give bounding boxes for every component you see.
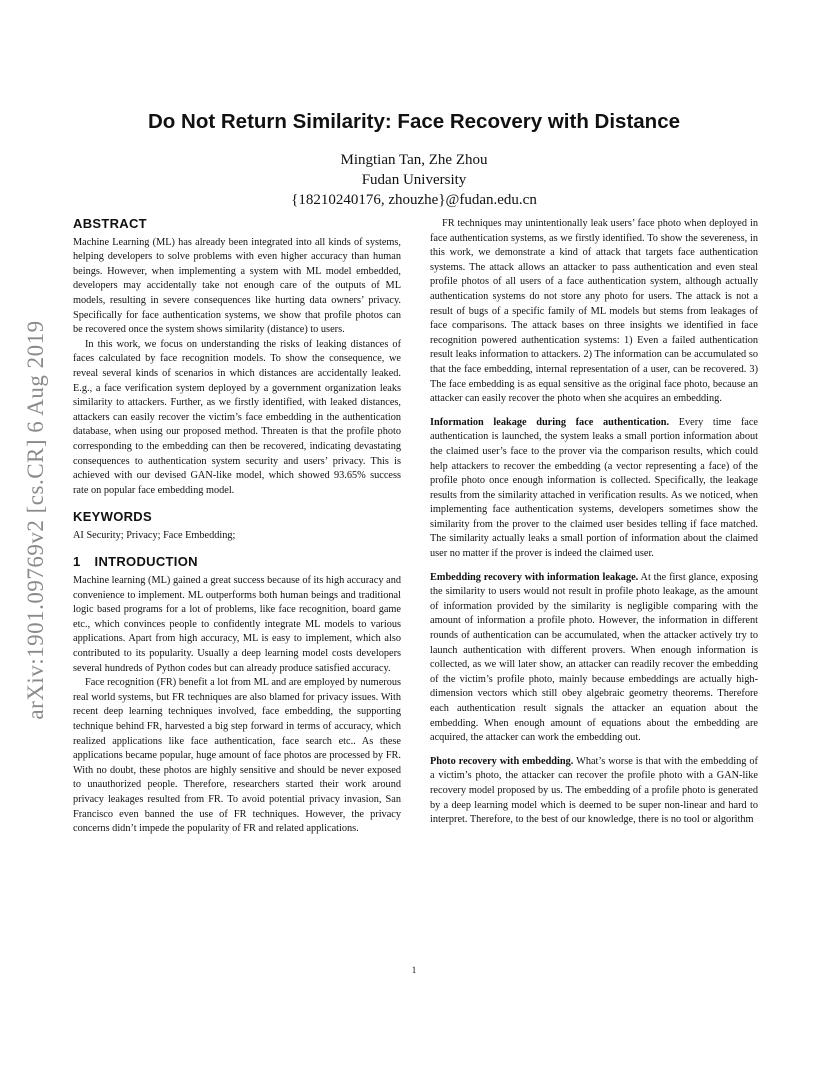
photo-recovery-text: What’s worse is that with the embedding of a victim’s photo, the attacker can recover the profile photo with a GAN-like recovery model proposed by us. The embedding of a profile photo is generated by a deep learning model which is deemed to be super non-linear and hard to interpret. Therefore, to the best of our knowledge, there is no tool or algorithm xyxy=(430,755,758,826)
section-number: 1 xyxy=(73,554,81,570)
embedding-recovery-title: Embedding recovery with information leakage. xyxy=(430,571,639,583)
info-leakage-title: Information leakage during face authentication. xyxy=(430,416,670,428)
intro-paragraph-3: FR techniques may unintentionally leak users’ face photo when deployed in face authentication systems, as we firstly identified. To show the severeness, in this work, we demonstrate a kind of attack that targets face authentication systems. The attack allows an attacker to pass authentication and even steal profile photos of all users of a face authentication system, although actually authentication systems do not store any photo for users. The attack is not a result of bugs of a specific family of ML models but stems from leakages of face comparisons. The attack bases on three insights we identified in face recognition powered authentication systems: 1) Even a failed authentication result leaks information to attackers. 2) The information can be accumulated so that the face embedding, internal representation of a user, can be recovered. 3) The face embedding is as equal sensitive as the original face photo, because an attacker can easily recover the photo when she acquires an embedding. xyxy=(430,218,758,405)
info-leakage-text: Every time face authentication is launched, the system leaks a small portion information about the claimed user’s face to the prover via the comparison results, which could help attackers to recover the embedding (a vector representing a face) of the profile photo once enough information is collected. Specifically, the leakage results from the similarity attached in verification results. As we noticed, when implementing face authentication systems, developers sometimes show the similarity from the prover to the claimed user besides telling if face matched. The similarity actually leaks a small portion of information about the claimed user no matter if the prover is indeed the claimed user. xyxy=(430,416,759,560)
abstract-paragraph-1: Machine Learning (ML) has already been integrated into all kinds of systems, helping developers to solve problems with even higher accuracy than human beings. However, when implementing a system with ML model embedded, developers may accidentally take not enough care of the outputs of ML models, resulting in severe consequences like hurting data owners’ privacy. Specifically for face authentication systems, we show that profile photos can be recovered once the system shows similarity (distance) to users. xyxy=(73,236,401,336)
author-block xyxy=(0,150,828,210)
page-number: 1 xyxy=(411,965,417,975)
photo-recovery-paragraph xyxy=(430,755,758,828)
abstract-heading: ABSTRACT xyxy=(73,216,147,231)
introduction-heading xyxy=(73,555,401,570)
intro-paragraph-1: Machine learning (ML) gained a great success because of its high accuracy and convenience to implement. ML outperforms both human beings and traditional logic based programs for a lot of problems, like face recognition, board game etc., which convinces people to confidently integrate ML models to various applications. Apart from high accuracy, ML is easy to implement, which also contributed to its popularity. Usually a deep learning model costs developers several hundreds of Python codes but can already produce satisfied accuracy. xyxy=(73,575,401,674)
abstract-paragraph-2: In this work, we focus on understanding the risks of leaking distances of faces calculated by face recognition models. To show the consequence, we reveal several kinds of scenarios in which distances are accidentally leaked. E.g., a face verification system deployed by a government organization leaks similarity to attackers. Further, as we firstly identified, with leaked distances, attackers can easily recover the victim’s face embedding in the authentication database, when using our proposed method. Threaten is that the profile photo corresponding to the embedding can then be recovered, indicating devastating consequences to authentication system security and users’ privacy. This is achieved with our devised GAN-like model, which showed 93.65% success rate on popular face embedding model. xyxy=(73,338,401,496)
paper-title: Do Not Return Similarity: Face Recovery with Distance xyxy=(148,110,680,133)
keywords-text: AI Security; Privacy; Face Embedding; xyxy=(73,529,236,541)
left-column xyxy=(73,217,401,837)
intro-paragraph-2: Face recognition (FR) benefit a lot from ML and are employed by numerous real world systems, but FR techniques are also blamed for privacy issues. With recent deep learning techniques involved, face embedding, the supporting technique behind FR, harvested a big step forward in terms of accuracy, which realized applications like face authentication, face search etc.. As these applications became popular, huge amount of face photos are processed by FR. With no doubt, these photos are highly sensitive and should be never exposed to unauthorized people. Therefore, researchers started their work around privacy leakages resulted from FR. To avoid potential privacy invasion, San Francisco even banned the use of FR techniques. However, the privacy concerns didn’t impede the popularity of FR and related applications. xyxy=(73,677,401,835)
section-title: INTRODUCTION xyxy=(94,554,198,570)
author-affiliation: Fudan University xyxy=(361,172,467,188)
keywords-heading: KEYWORDS xyxy=(73,509,152,525)
author-email[interactable]: {18210240176, zhouzhe}@fudan.edu.cn xyxy=(291,192,537,208)
photo-recovery-title: Photo recovery with embedding. xyxy=(430,755,574,767)
arxiv-identifier[interactable]: arXiv:1901.09769v2 [cs.CR] 6 Aug 2019 xyxy=(23,320,48,720)
embedding-recovery-paragraph xyxy=(430,571,758,746)
author-names: Mingtian Tan, Zhe Zhou xyxy=(340,152,488,168)
info-leakage-paragraph xyxy=(430,416,758,562)
embedding-recovery-text: At the first glance, exposing the similarity to users would not result in profile photo leakage, as the amount of information provided by the similarity is negligible comparing with the amount of information a profile photo. However, the information in different rounds of authentication can be accumulated, when the attacker actively try to launch authentication with different provers. When enough information is collected, as we will later show, an attacker can readily recover the embedding of the victim’s profile photo, mainly because embeddings are actually high-dimension vectors which still obey algebraic geometry theorems. Therefore each authentication result signals the attacker an equation about the embedding. When enough amount of equations about the embedding are acquired, the attacker can work the embedding out. xyxy=(430,571,758,744)
right-column xyxy=(430,217,758,828)
